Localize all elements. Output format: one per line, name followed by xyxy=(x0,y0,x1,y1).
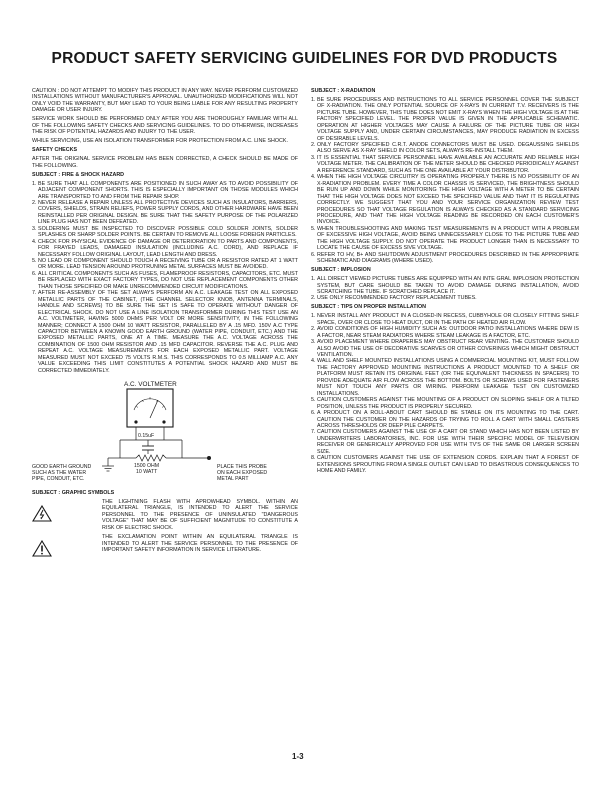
symbol-row xyxy=(32,499,298,531)
intro-paragraph: WHILE SERVICING, USE AN ISOLATION TRANSFORMER FOR PROTECTION FROM A.C. LINE SHOCK. xyxy=(32,138,288,145)
voltmeter-diagram xyxy=(32,378,298,486)
list-item: 3. IT IS ESSENTIAL THAT SERVICE PERSONNEL HAVE AVAILABLE AN ACCURATE AND RELIABLE HIGH VOLTAGE METER. THE CALIBRATION OF THE METER SHOULD BE CHECKED PERIODICALLY AGAINST A REFERENCE STANDARD, SUCH AS THE ONE AVAILABLE AT YOUR DISTRIBUTOR. xyxy=(311,154,579,174)
section-heading: SAFETY CHECKS xyxy=(32,147,78,154)
intro-paragraph: CAUTION : DO NOT ATTEMPT TO MODIFY THIS PRODUCT IN ANY WAY. NEVER PERFORM CUSTOMIZED INSTALLATIONS WITHOUT MANUFACTURER'S APPROVAL. UNAUTHORIZED MODIFICATIONS WILL NOT ONLY VOID THE WARRANTY, BUT MAY LEAD TO YOUR BEING LIABLE FOR ANY RESULTING PROPERTY DAMAGE OR USER INJURY. xyxy=(32,88,298,114)
probe-label: ON EACH EXPOSED xyxy=(217,470,268,477)
installation-list xyxy=(311,313,579,474)
ground-icon xyxy=(102,466,114,471)
list-item: 4. WHEN THE HIGH VOLTAGE CIRCUITRY IS OPERATING PROPERLY THERE IS NO POSSIBILITY OF AN X-RADIATION PROBLEM. EVERY TIME A COLOR CHASSIS IS SERVICED, THE BRIGHTNESS SHOULD BE RUN UP AND DOWN WHILE MONITORING THE HIGH VOLTAGE WITH A METER TO BE CERTAIN THAT THE HIGH VOLTAGE DOES NOT EXCEED THE SPECIFIED VALUE AND THAT IT IS REGULATING CORRECTLY. WE SUGGEST THAT YOU AND YOUR SERVICE ORGANIZATION REVIEW TEST PROCEDURES SO THAT VOLTAGE REGULATION IS ALWAYS CHECKED AS A STANDARD SERVICING PROCEDURE, AND THAT THE HIGH VOLTAGE READING BE RECORDED ON EACH CUSTOMER'S INVOICE. xyxy=(311,174,579,226)
resistor-label: 10 WATT xyxy=(136,469,158,476)
list-item: 7. AFTER RE-ASSEMBLY OF THE SET ALWAYS PERFORM AN A.C. LEAKAGE TEST ON ALL EXPOSED METALLIC PARTS OF THE CABINET, (THE CHANNEL SELECTOR KNOB, ANTENNA TERMINALS, HANDLE AND SCREWS) TO BE SURE THE SET IS SAFE TO OPERATE WITHOUT DANGER OF ELECTRICAL SHOCK. DO NOT USE A LINE ISOLATION TRANSFORMER DURING THIS TEST USE AN A.C. VOLTMETER, HAVING 5000 OHMS PER VOLT OR MORE SENSITIVITY, IN THE FOLLOWING MANNER; CONNECT A 1500 OHM 10 WATT RESISTOR, PARALLELED BY A .15 MFD. 150V A.C TYPE CAPACITOR BETWEEN A KNOWN GOOD EARTH GROUND (WATER PIPE, CONDUIT, ETC.) AND THE EXPOSED METALLIC PARTS, ONE AT A TIME. MEASURE THE A.C. VOLTAGE ACROSS THE COMBINATION OF 1500 OHM RESISTOR AND .15 MFD CAPACITOR. REVERSE THE A.C. PLUG AND REPEAT A.C. VOLTAGE MEASUREMENTS FOR EACH EXPOSED METALLIC PART. VOLTAGE MEASURED MUST NOT EXCEED 75 VOLTS R.M.S. THIS CORRESPONDS TO 0.5 MILLIAMP A.C. ANY VALUE EXCEEDING THIS LIMIT CONSTITUTES A POTENTIAL SHOCK HAZARD AND MUST BE CORRECTED IMMEDIATELY. xyxy=(32,290,298,374)
section-heading: SUBJECT : FIRE & SHOCK HAZARD xyxy=(32,171,125,178)
probe-label: PLACE THIS PROBE xyxy=(217,464,267,471)
probe-icon xyxy=(207,456,211,460)
ground-label: PIPE, CONDUIT, ETC. xyxy=(32,476,85,483)
section-heading: SUBJECT : TIPS ON PROPER INSTALLATION xyxy=(311,304,426,311)
list-item: 6. A PRODUCT ON A ROLL-ABOUT CART SHOULD BE STABLE ON ITS MOUNTING TO THE CART. CAUTION THE CUSTOMER ON THE HAZARDS OF TRYING TO ROLL A CART WITH SMALL CASTERS ACROSS THRESHOLDS OR DEEP PILE CARPETS. xyxy=(311,410,579,430)
left-column xyxy=(32,88,298,563)
symbol-row xyxy=(32,534,298,559)
page-title: PRODUCT SAFETY SERVICING GUIDELINES FOR DVD PRODUCTS xyxy=(51,50,558,67)
section-heading: SUBJECT : IMPLOSION xyxy=(311,267,371,274)
list-item: 3. SOLDERING MUST BE INSPECTED TO DISCOVER POSSIBLE COLD SOLDER JOINTS, SOLDER SPLASHES OR SHARP SOLDER POINTS. BE CERTAIN TO REMOVE ALL LOOSE FOREIGN PARTICLES. xyxy=(32,225,298,239)
list-item: 1. NEVER INSTALL ANY PRODUCT IN A CLOSED-IN RECESS, CUBBYHOLE OR CLOSELY FITTING SHELF SPACE, OVER OR CLOSE TO HEAT DUCT, OR IN THE PATH OF HEATED AIR FLOW. xyxy=(311,313,579,326)
list-item: 8. CAUTION CUSTOMERS AGAINST THE USE OF EXTENSION CORDS. EXPLAIN THAT A FOREST OF EXTENSIONS SPROUTING FROM A SINGLE OUTLET CAN LEAD TO DISASTROUS CONSEQUENCES TO HOME AND FAMILY. xyxy=(311,455,579,475)
safety-paragraph: AFTER THE ORIGINAL SERVICE PROBLEM HAS BEEN CORRECTED, A CHECK SHOULD BE MADE OF THE FOLLOWING. xyxy=(32,156,298,169)
list-item: 2. ONLY FACTORY SPECIFIED C.R.T. ANODE CONNECTORS MUST BE USED. DEGAUSSING SHIELDS ALSO SERVE AS X-RAY SHIELD IN COLOR SETS, ALWAYS RE-INSTALL THEM. xyxy=(311,142,579,155)
list-item: 4. CHECK FOR PHYSICAL EVIDENCE OF DAMAGE OR DETERIORATION TO PARTS AND COMPONENTS, FOR FRAYED LEADS, DAMAGED INSULATION (INCLUDING A.C. CORD), AND REPLACE IF NECESSARY FOLLOW ORIGINAL LAYOUT, LEAD LENGTH AND DRESS. xyxy=(32,238,298,258)
implosion-list xyxy=(311,276,579,302)
list-item: 6. REFER TO HV, B+ AND SHUTDOWN ADJUSTMENT PROCEDURES DESCRIBED IN THE APPROPRIATE SCHEMATIC AND DIAGRAMS (WHERE USED). xyxy=(311,251,579,265)
circuit-wiring xyxy=(108,427,207,466)
list-item: 1. ALL DIRECT VIEWED PICTURE TUBES ARE EQUIPPED WITH AN INTE GRAL IMPLOSION PROTECTION SYSTEM, BUT CARE SHOULD BE TAKEN TO AVOID DAMAGE DURING INSTALLATION, AVOID SCRATCHING THE TUBE. IF SCRATCHED REPLACE IT. xyxy=(311,276,579,295)
ground-label: SUCH AS THE WATER xyxy=(32,470,87,477)
list-item: 5. NO LEAD OR COMPONENT SHOULD TOUCH A RECEIVING TUBE OR A RESISTOR RATED AT 1 WATT OR MORE. LEAD TENSION AROUND PROTRUNING METAL SURFACES MUST BE AVOIDED. xyxy=(32,258,298,271)
list-item: 5. WHEN TROUBLESHOOTING AND MAKING TEST MEASUREMENTS IN A PRODUCT WITH A PROBLEM OF EXCESSIVE HIGH VOLTAGE, AVOID BEING UNNECESSARILY CLOSE TO THE PICTURE TUBE AND THE HIGH VOLTAGE SUPPLY. DO NOT OPERATE THE PRODUCT LONGER THAN IS NECESSARY TO LOCATE THE CAUSE OF EXCESS SIVE VOLTAGE. xyxy=(311,225,579,252)
fire-list xyxy=(32,181,298,375)
right-column xyxy=(311,88,579,477)
resistor-icon xyxy=(136,455,166,461)
probe-label: METAL PART xyxy=(217,476,249,483)
capacitor-icon xyxy=(142,446,154,450)
intro-paragraph: SERVICE WORK SHOULD BE PERFORMED ONLY AFTER YOU ARE THOROUGHLY FAMILIAR WITH ALL OF THE FOLLOWING SAFETY CHECKS AND SERVICING GUIDELINES. TO DO OTHERWISE, INCREASES THE RISK OF POTENTIAL HAZARDS AND INJURY TO THE USER. xyxy=(32,116,298,136)
meter-label: A.C. VOLTMETER xyxy=(124,381,177,389)
list-item: 1. BE SURE THAT ALL COMPONENTS ARE POSITIONED IN SUCH AWAY AS TO AVOID POSSIBILITY OF ADJACENT COMPONENT SHORTS. THIS IS ESPECIALLY IMPORTANT ON THOSE MODULES WHICH ARE TRANSPORTED TO AND FROM THE REPAIR SHOP. xyxy=(32,180,298,200)
section-heading: SUBJECT : GRAPHIC SYMBOLS xyxy=(32,490,115,497)
exclamation-warning-icon xyxy=(32,534,58,559)
capacitor-label: 0.15uF xyxy=(138,433,155,440)
section-heading: SUBJECT : X-RADIATION xyxy=(311,88,376,94)
ground-label: GOOD EARTH GROUND xyxy=(32,464,92,471)
list-item: 2. AVOID CONDITIONS OF HIGH HUMIDITY SUCH AS: OUTDOOR PATIO INSTALLATIONS WHERE DEW IS A FACTOR, NEAR STEAM RADIATORS WHERE STEAM LEAKAGE IS A FACTOR, ETC. xyxy=(311,326,579,339)
list-item: 4. WALL AND SHELF MOUNTED INSTALLATIONS USING A COMMERCIAL MOUNTING KIT, MUST FOLLOW THE FACTORY APPROVED MOUNTING INSTRUCTIONS A PRODUCT MOUNTED TO A SHELF OR PLATFORM MUST RETAIN ITS ORIGINAL FEET (OR THE EQUIVALENT THICKNESS IN SPACERS) TO PROVIDE ADEQUATE AIR FLOW ACROSS THE BOTTOM. BOLTS OR SCREWS USED FOR FASTENERS MUST NOT TOUCH ANY PARTS OR WIRING. PERFORM LEAKAGE TEST ON CUSTOMIZED INSTALLATIONS. xyxy=(311,358,579,397)
list-item: 5. CAUTION CUSTOMERS AGAINST THE MOUNTING OF A PRODUCT ON SLOPING SHELF OR A TILTED POSITION, UNLESS THE PRODUCT IS PROPERLY SECURED. xyxy=(311,397,579,410)
voltmeter-icon xyxy=(127,389,173,427)
xradiation-list xyxy=(311,97,579,265)
resistor-label: 1500 OHM xyxy=(134,463,160,470)
list-item: 7. CAUTION CUSTOMERS AGAINST THE USE OF A CART OR STAND WHICH HAS NOT BEEN LISTED BY UNDERWRITERS LABORATORIES, INC. FOR USE WITH THEIR SPECIFIC MODEL OF TELEVISION RECEIVER OR GENERICALLY APPROVED FOR USE WITH TV'S OF THE SAME OR LARGER SCREEN SIZE. xyxy=(311,429,579,455)
list-item: 1. BE SURE PROCEDURES AND INSTRUCTIONS TO ALL SERVICE PERSONNEL COVER THE SUBJECT OF X-RADIATION. THE ONLY POTENTIAL SOURCE OF X-RAYS IN CURRENT T.V. RECEIVERS IS THE PICTURE TUBE. HOWEVER, THIS TUBE DOES NOT EMIT X-RAYS WHEN THE HIGH VOLTAGE IS AT THE FACTORY SPECIFIED LEVEL. THE PROPER VALUE IS GIVEN IN THE APPLICABLE SCHEMATIC. OPERATION AT HIGHER VOLTAGES MAY CAUSE A FAILURE OF THE PICTURE TUBE OR HIGH VOLTAGE SUPPLY AND, UNDER CERTAIN CIRCUMSTANCES, MAY PRODUCE RADIATION IN EXCESS OF DESIRABLE LEVELS. xyxy=(311,96,579,142)
symbol-description: THE EXCLAMATION POINT WITHIN AN EQUILATERAL TRIANGLE IS INTENDED TO ALERT THE SERVICE PERSONNEL TO THE PRESENCE OF IMPORTANT SAFETY INFORMATION IN SERVICE LITERATURE. xyxy=(102,534,298,554)
list-item: 3. AVOID PLACEMENT WHERE DRAPERIES MAY OBSTRUCT REAR VENTING. THE CUSTOMER SHOULD ALSO AVOID THE USE OF DECORATIVE SCARVES OR OTHER COVERINGS WHICH MIGHT OBSTRUCT VENTILATION. xyxy=(311,339,579,359)
lightning-warning-icon xyxy=(32,499,58,531)
list-item: 2. NEVER RELEASE A REPAIR UNLESS ALL PROTECTIVE DEVICES SUCH AS INSULATORS, BARRIERS, COVERS, SHIELDS, STRAIN RELIEFS, POWER SUPPLY CORDS, AND OTHER HARDWARE HAVE BEEN REINSTALLED PER ORIGINAL DESIGN. BE SURE THAT THE SAFETY PURPOSE OF THE POLARIZED LINE PLUG HAS NOT BEEN DEFEATED. xyxy=(32,199,298,226)
list-item: 2. USE ONLY RECOMMENDED FACTORY REPLACEMENT TUBES. xyxy=(311,295,477,302)
symbol-description: THE LIGHTNING FLASH WITH APROWHEAD SYMBOL. WITHIN AN EQUILATERAL TRIANGLE, IS INTENDED TO ALERT THE SERVICE PERSONNEL TO THE PRESENCE OF UNINSULATED "DANGEROUS VOLTAGE" THAT MAY BE OF SUFFICIENT MAGNITUDE TO CONSTITUTE A RISK OF ELECTRIC SHOCK. xyxy=(102,499,298,531)
list-item: 6. ALL CRITICAL COMPONENTS SUCH AS FUSES, FLAMEPROOF RESISTORS, CAPACITORS, ETC. MUST BE REPLACED WITH EXACT FACTORY TYPES, DO NOT USE REPLACEMENT COMPONENTS OTHER THAN THOSE SPECIFIED OR MAKE UNRECOMMENDED CIRCUIT MODIFICATIONS. xyxy=(32,270,299,290)
page-number: 1-3 xyxy=(292,752,304,761)
